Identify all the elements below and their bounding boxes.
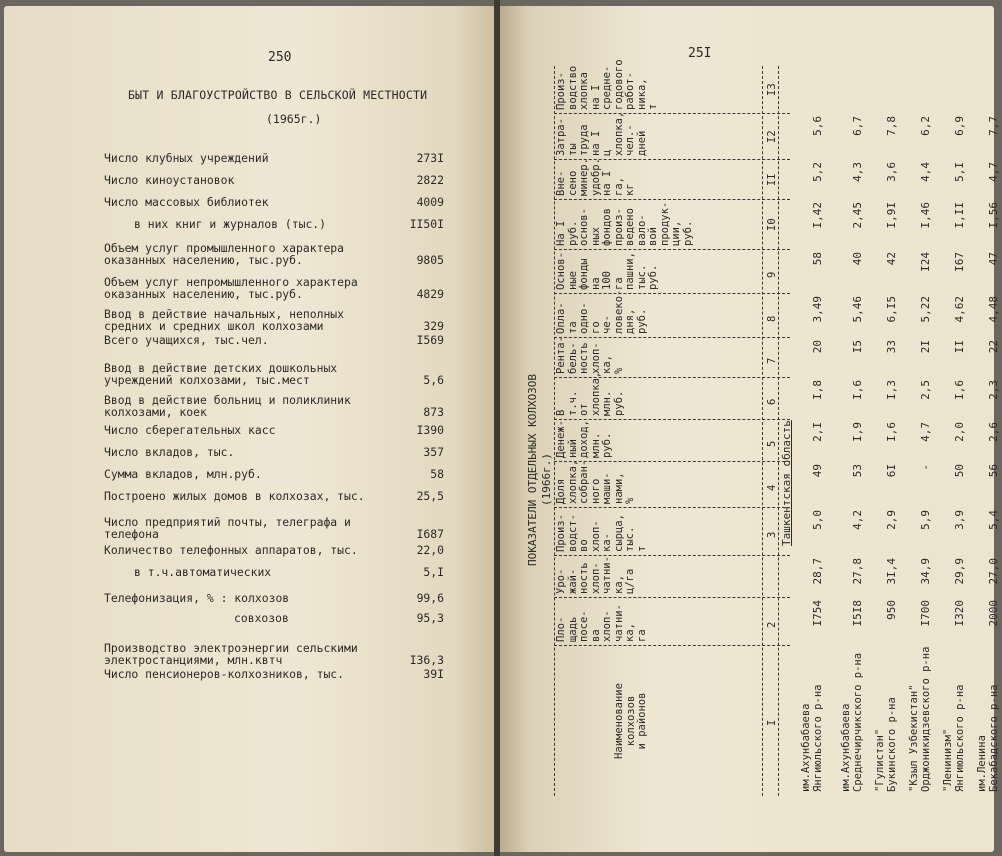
stat-label: Сумма вкладов, млн.руб.	[104, 467, 262, 481]
stat-label: Число сберегательных касс	[104, 423, 276, 437]
stat-value: 357	[423, 445, 444, 459]
cell-prod: 5,9	[919, 510, 932, 530]
cell-cotton_income: I,6	[953, 380, 966, 400]
stat-label: Число клубных учреждений	[104, 151, 269, 165]
cell-cotton_income: I,8	[811, 380, 824, 400]
cell-profit: 2I	[919, 340, 932, 354]
column-header: Опла- та одно- го че- ловеко- дня, руб.	[554, 294, 790, 338]
row-name: им.Ленина Бекабадского р-на	[976, 684, 1000, 792]
cell-cotton_income: I,6	[851, 380, 864, 400]
stat-value: I390	[416, 423, 444, 437]
cell-funds: 58	[811, 252, 824, 266]
stat-row	[104, 544, 444, 556]
cell-prod: 5,4	[987, 510, 1000, 530]
column-number: 8	[766, 315, 778, 322]
cell-yield: 3I,4	[885, 558, 898, 585]
stat-row	[104, 424, 444, 436]
cell-fert: 5,2	[811, 162, 824, 182]
cell-funds: I67	[953, 252, 966, 272]
stat-label: Число киноустановок	[104, 173, 235, 187]
cell-income: I,6	[885, 422, 898, 442]
stat-label: Объем услуг непромышленного характера оказанных населению, тыс.руб.	[104, 275, 358, 301]
stat-label: Производство электроэнергии сельскими электростанциями, млн.квтч	[104, 641, 358, 667]
stat-label: в т.ч.автоматических	[134, 565, 272, 579]
stat-value: 5,I	[423, 565, 444, 579]
column-number: I2	[766, 130, 778, 143]
stat-row	[104, 394, 444, 418]
stat-row	[104, 446, 444, 458]
column-number: 4	[766, 484, 778, 491]
cell-area: I320	[953, 600, 966, 627]
stat-value: 22,0	[416, 543, 444, 557]
cell-income: 2,6	[987, 422, 1000, 442]
cell-funds: 40	[851, 252, 864, 266]
cell-cotton_income: 2,5	[919, 380, 932, 400]
cell-yield: 29,9	[953, 558, 966, 585]
stat-value: 25,5	[416, 489, 444, 503]
cell-area: I700	[919, 600, 932, 627]
table-row	[800, 66, 826, 796]
cell-prod: 5,0	[811, 510, 824, 530]
row-name: "Кзыл Узбекистан" Орджоникидзевского р-на	[908, 646, 932, 792]
table-rule	[554, 66, 555, 796]
stat-value: I687	[416, 527, 444, 541]
stat-row	[104, 612, 444, 624]
cell-prod: 2,9	[885, 510, 898, 530]
stat-value: 99,6	[416, 591, 444, 605]
cell-labor: 6,2	[919, 116, 932, 136]
right-table-area	[500, 6, 1000, 852]
cell-income: I,9	[851, 422, 864, 442]
stat-label: Число вкладов, тыс.	[104, 445, 235, 459]
left-page-year: (1965г.)	[266, 112, 322, 126]
column-header: Наименование колхозов и районов	[613, 683, 648, 759]
cell-mech: 56	[987, 464, 1000, 478]
cell-yield: 28,7	[811, 558, 824, 585]
cell-income: 4,7	[919, 422, 932, 442]
cell-prod: 3,9	[953, 510, 966, 530]
stat-value: 873	[423, 405, 444, 419]
column-header: Произ- водст- во хлоп- ка- сырца, тыс. т	[554, 508, 790, 556]
stat-label: Число пенсионеров-колхозников, тыс.	[104, 667, 345, 681]
stat-row	[104, 152, 444, 164]
stat-label: Объем услуг промышленного характера оказанных населению, тыс.руб.	[104, 241, 345, 267]
column-header: На I руб. основ- ных фондов произ- ведено вало- вой продук- ции, руб.	[554, 200, 790, 250]
cell-fert: 3,6	[885, 162, 898, 182]
stat-row	[104, 334, 444, 346]
cell-yield: 34,9	[919, 558, 932, 585]
cell-pay: 5,22	[919, 296, 932, 323]
column-number: 5	[766, 440, 778, 447]
cell-labor: 6,9	[953, 116, 966, 136]
stat-value: 5,6	[423, 373, 444, 387]
column-number: 9	[766, 271, 778, 278]
column-number: 6	[766, 398, 778, 405]
stat-value: 4009	[416, 195, 444, 209]
stat-label: Построено жилых домов в колхозах, тыс.	[104, 489, 365, 503]
cell-area: 950	[885, 600, 898, 620]
column-header: Доля хлопка, собран- ного маши- нами, %	[554, 462, 790, 508]
stat-row	[104, 516, 444, 540]
stat-label: совхозов	[234, 611, 289, 625]
column-number: 2	[766, 621, 778, 628]
cell-output: I,II	[953, 202, 966, 229]
cell-fert: 4,7	[987, 162, 1000, 182]
cell-income: 2,0	[953, 422, 966, 442]
stat-value: 4829	[416, 287, 444, 301]
row-name: им.Ахунбабаева Янгиюльского р-на	[800, 684, 824, 792]
cell-output: I,9I	[885, 202, 898, 229]
stat-value: 329	[423, 319, 444, 333]
cell-pay: 4,62	[953, 296, 966, 323]
cell-labor: 6,7	[851, 116, 864, 136]
cell-labor: 7,8	[885, 116, 898, 136]
cell-pay: 5,46	[851, 296, 864, 323]
stat-value: 95,3	[416, 611, 444, 625]
stat-row	[104, 642, 444, 666]
stat-label: в них книг и журналов (тыс.)	[134, 217, 327, 231]
column-number: I0	[766, 218, 778, 231]
stat-row	[104, 196, 444, 208]
stat-value: I569	[416, 333, 444, 347]
table-row	[976, 66, 1002, 796]
cell-mech: 50	[953, 464, 966, 478]
cell-funds: I24	[919, 252, 932, 272]
cell-yield: 27,8	[851, 558, 864, 585]
column-header: Вне- сено минер. удобр. на I га, кг	[554, 160, 790, 200]
right-page-number: 25I	[688, 46, 712, 61]
cell-funds: 42	[885, 252, 898, 266]
column-number: I3	[766, 83, 778, 96]
stat-value: 39I	[423, 667, 444, 681]
cell-funds: 47	[987, 252, 1000, 266]
table-row	[874, 66, 900, 796]
stat-row	[104, 362, 444, 386]
stat-value: I36,3	[409, 653, 444, 667]
cell-cotton_income: I,3	[885, 380, 898, 400]
row-name: им.Ахунбабаева Среднечирчикского р-на	[840, 652, 864, 792]
cell-profit: 20	[811, 340, 824, 354]
cell-yield: 27,0	[987, 558, 1000, 585]
cell-area: 2000	[987, 600, 1000, 627]
cell-labor: 7,7	[987, 116, 1000, 136]
stat-row	[104, 668, 444, 680]
region-label: Ташкентская область	[780, 420, 793, 546]
cell-fert: 5,I	[953, 162, 966, 182]
column-header: Произ- водство хлопка на I средне- годового работ- ника, т	[554, 66, 790, 114]
cell-mech: 53	[851, 464, 864, 478]
stat-row	[104, 218, 444, 230]
stat-row	[104, 490, 444, 502]
cell-mech: 49	[811, 464, 824, 478]
right-table-title: ПОКАЗАТЕЛИ ОТДЕЛЬНЫХ КОЛХОЗОВ	[526, 373, 539, 566]
column-header: Затра- ты труда на I ц хлопка, чел.- дней	[554, 114, 790, 160]
column-number: II	[766, 173, 778, 186]
cell-profit: II	[953, 340, 966, 354]
stat-value: 2822	[416, 173, 444, 187]
stat-label: Число предприятий почты, телеграфа и телефона	[104, 515, 351, 541]
table-rule	[778, 66, 779, 796]
stat-value: 9805	[416, 253, 444, 267]
table-row	[942, 66, 968, 796]
cell-profit: 33	[885, 340, 898, 354]
cell-mech: -	[919, 464, 932, 471]
cell-output: I,46	[919, 202, 932, 229]
cell-fert: 4,3	[851, 162, 864, 182]
cell-pay: 4,48	[987, 296, 1000, 323]
right-table-year: (1966г.)	[540, 453, 553, 506]
column-number: 3	[766, 531, 778, 538]
column-header: Основ- ные фонды на 100 га пашни, тыс. руб.	[554, 250, 790, 294]
stat-row	[104, 276, 444, 300]
row-name: "Гулистан" Букинского р-на	[874, 697, 898, 792]
row-name: "Ленинизм" Янгиюльского р-на	[942, 684, 966, 792]
cell-labor: 5,6	[811, 116, 824, 136]
cell-pay: 3,49	[811, 296, 824, 323]
table-row	[908, 66, 934, 796]
stat-label: Ввод в действие больниц и поликлиник колхозами, коек	[104, 393, 351, 419]
stat-row	[104, 308, 444, 332]
stat-label: Телефонизация, % : колхозов	[104, 591, 290, 605]
column-header: Денеж- ный доход, млн. руб.	[554, 420, 790, 462]
left-page-number: 250	[268, 50, 292, 65]
stat-value: 58	[430, 467, 444, 481]
column-header: Рента- бель- ность хлоп- ка, %	[554, 338, 790, 378]
cell-profit: I5	[851, 340, 864, 354]
rotated-table	[522, 59, 1000, 796]
stat-label: Всего учащихся, тыс.чел.	[104, 333, 269, 347]
stat-row	[104, 242, 444, 266]
stat-row	[104, 592, 444, 604]
cell-fert: 4,4	[919, 162, 932, 182]
cell-output: I,42	[811, 202, 824, 229]
cell-output: I,56	[987, 202, 1000, 229]
column-number: I	[766, 719, 778, 726]
cell-area: I754	[811, 600, 824, 627]
stat-row	[104, 468, 444, 480]
stat-row	[104, 566, 444, 578]
cell-income: 2,I	[811, 422, 824, 442]
cell-cotton_income: 2,3	[987, 380, 1000, 400]
stat-label: Ввод в действие детских дошкольных учреждений колхозами, тыс.мест	[104, 361, 338, 387]
stat-label: Количество телефонных аппаратов, тыс.	[104, 543, 358, 557]
table-row	[840, 66, 866, 796]
cell-pay: 6,I5	[885, 296, 898, 323]
stat-row	[104, 174, 444, 186]
table-rule	[762, 66, 763, 796]
stat-value: II50I	[409, 217, 444, 231]
stat-value: 273I	[416, 151, 444, 165]
column-header: Уро- жай- ность хлоп- чатни- ка, ц/га	[554, 556, 790, 598]
cell-mech: 6I	[885, 464, 898, 478]
cell-output: 2,45	[851, 202, 864, 229]
left-page-title: БЫТ И БЛАГОУСТРОЙСТВО В СЕЛЬСКОЙ МЕСТНОСТИ	[128, 88, 428, 102]
cell-area: I5I8	[851, 600, 864, 627]
cell-profit: 22	[987, 340, 1000, 354]
column-number: 7	[766, 357, 778, 364]
stat-label: Число массовых библиотек	[104, 195, 269, 209]
column-header: Пло- щадь посе- ва хлоп- чатни- ка, га	[554, 598, 790, 646]
stat-label: Ввод в действие начальных, неполных средних и средних школ колхозами	[104, 307, 345, 333]
cell-prod: 4,2	[851, 510, 864, 530]
column-header: В т.ч. от хлопка, млн. руб.	[554, 378, 790, 420]
